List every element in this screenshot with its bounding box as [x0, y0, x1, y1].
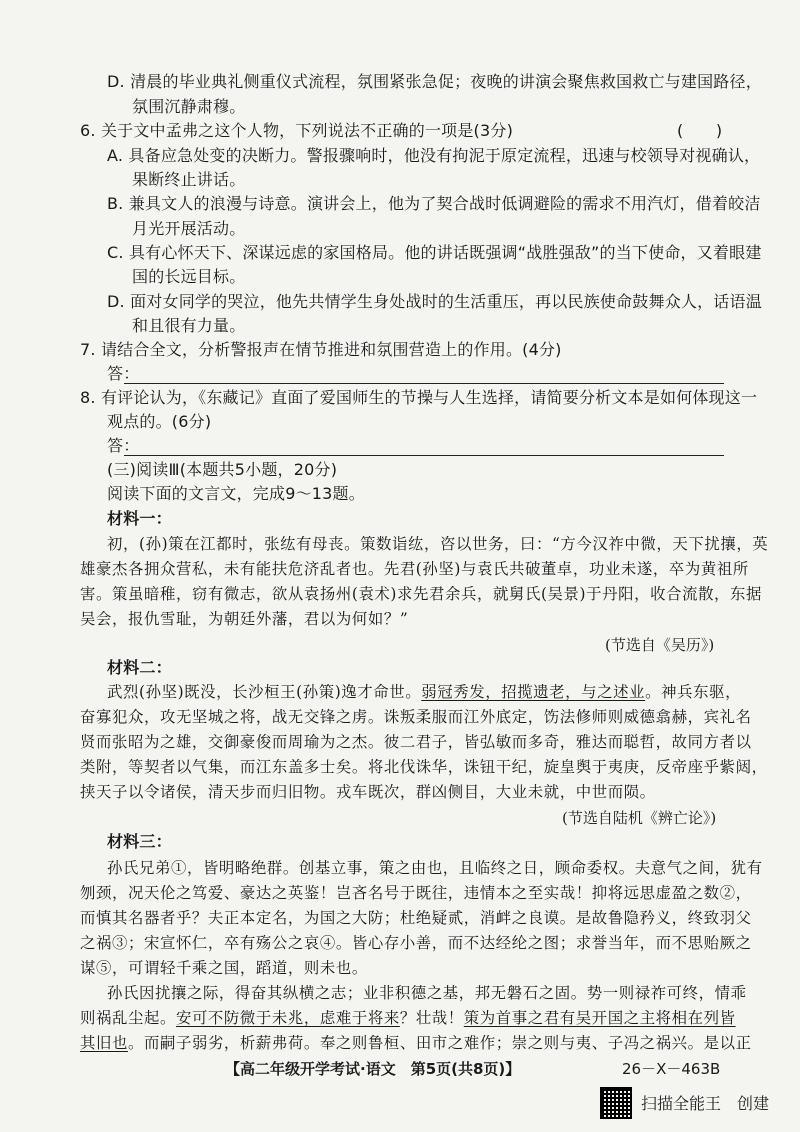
q6-option-c-line1: C. 具有心怀天下、深谋远虑的家国格局。他的讲话既强调“战胜强敌”的当下使命，又着眼建 [107, 243, 762, 262]
q7-answer-line[interactable] [124, 383, 724, 384]
material2-line3: 贤而张昭为之雄，交御豪俊而周瑜为之杰。彼二君子，皆弘敏而多奇，雅达而聪哲，故同方者以 [80, 733, 752, 751]
q7-answer-label: 答： [107, 364, 140, 383]
q6-option-c-line2: 国的长远目标。 [132, 267, 246, 286]
material2-source: (节选自陆机《辨亡论》) [562, 809, 717, 827]
q6-stem: 6. 关于文中孟弗之这个人物，下列说法不正确的一项是(3分) [80, 121, 514, 140]
material1-line3: 害。策虽暗稚，窃有微志，欲从袁扬州(袁术)求先君余兵，就舅氏(吴景)于丹阳，收合流散，东据 [80, 585, 763, 603]
material3-line7-text-b: ？壮哉！ [399, 1009, 464, 1027]
material3-line2: 刎颈，况天伦之笃爱、豪达之英鉴！岂吝名号于既往，违情本之至实哉！抑将远思虚盈之数②， [80, 884, 752, 902]
material3-line6: 孙氏因扰攘之际，得奋其纵横之志；业非积德之基，邦无磐石之固。势一则禄祚可终，情乖 [107, 984, 747, 1002]
q8-answer-label: 答： [107, 436, 140, 455]
scanner-watermark-text: 扫描全能王 创建 [641, 1094, 770, 1113]
q7-stem: 7. 请结合全文，分析警报声在情节推进和氛围营造上的作用。(4分) [80, 340, 562, 359]
q5-option-d-line1: D. 清晨的毕业典礼侧重仪式流程，氛围紧张急促；夜晚的讲演会聚焦救国救亡与建国路径， [107, 72, 762, 91]
material3-line8-text: 。而嗣子弱劣，析薪弗荷。奉之则鲁桓、田市之难作；崇之则与夷、子冯之祸兴。是以正 [127, 1034, 752, 1052]
material2-line1 [107, 682, 741, 702]
material3-line8-underlined: 其旧也 [80, 1034, 128, 1052]
material3-line5: 谋⑤，可谓轻千乘之国，蹈道，则未也。 [80, 959, 368, 977]
exam-code: 26－X－463B [622, 1060, 721, 1078]
material2-label: 材料二： [107, 658, 172, 677]
q8-stem-line1: 8. 有评论认为，《东藏记》直面了爱国师生的节操与人生选择，请简要分析文本是如何体现这一 [80, 388, 758, 407]
q6-option-a-line2: 果断终止讲话。 [132, 170, 246, 189]
material2-line1-text-b: 。神兵东驱， [645, 683, 742, 701]
material2-line4: 类附，等契者以气集，而江东盖多士矣。将北伐诛华，诛钮干纪，旋皇舆于夷庚，反帝座乎紫闼， [80, 758, 768, 776]
material3-line4: 之祸③；宋宣怀仁，卒有殇公之哀④。皆心存小善，而不达经纶之图；求誉当年，而不思贻厥之 [80, 934, 752, 952]
q6-option-a-line1: A. 具备应急处变的决断力。警报骤响时，他没有拘泥于原定流程，迅速与校领导对视确认， [107, 146, 761, 165]
qr-code-icon [600, 1087, 632, 1119]
q5-option-d-line2: 氛围沉静肃穆。 [132, 97, 246, 116]
material2-line5: 挟天子以令诸侯，清天步而归旧物。戎车既次，群凶侧目，大业未就，中世而陨。 [80, 783, 656, 801]
q6-option-b-line1: B. 兼具文人的浪漫与诗意。演讲会上，他为了契合战时低调避险的需求不用汽灯，借着皎洁 [107, 194, 761, 213]
q6-option-d-line2: 和且很有力量。 [132, 316, 246, 335]
q8-stem-line2: 观点的。(6分) [107, 412, 212, 431]
q6-answer-bracket: ( ) [677, 121, 723, 140]
material2-line1-underlined: 弱冠秀发，招揽遗老，与之述业 [421, 683, 646, 701]
section3-instruction: 阅读下面的文言文，完成9～13题。 [107, 484, 365, 503]
q8-answer-line[interactable] [124, 455, 724, 456]
material3-line7-text-a: 则祸乱尘起。 [80, 1009, 176, 1027]
q6-option-b-line2: 月光开展活动。 [132, 219, 246, 238]
material3-label: 材料三： [107, 832, 172, 851]
material1-line2: 雄豪杰各拥众营私，未有能扶危济乱者也。先君(孙坚)与袁氏共破董卓，功业未遂，卒为黄祖所 [80, 560, 749, 578]
material3-line7-underlined-2: 策为首事之君有吴开国之主将相在列皆 [463, 1009, 736, 1027]
material1-line4: 吴会，报仇雪耻，为朝廷外藩，君以为何如？” [80, 610, 409, 628]
material2-line1-text-a: 武烈(孙坚)既没，长沙桓王(孙策)逸才命世。 [107, 683, 422, 701]
material2-line2: 奋寡犯众，攻无坚城之将，战无交锋之虏。诛叛柔服而江外底定，饬法修师则威德翕赫，宾礼名 [80, 708, 752, 726]
material1-source: (节选自《吴历》) [605, 636, 715, 654]
material3-line1: 孙氏兄弟①，皆明略绝群。创基立事，策之由也，且临终之日，顾命委权。夫意气之间，犹有 [107, 859, 763, 877]
material1-line1: 初，(孙)策在江都时，张纮有母丧。策数诣纮，咨以世务，曰：“方今汉祚中微，天下扰攘，英 [107, 535, 769, 553]
material3-line7-underlined-1: 安可不防微于未兆，虑难于将来 [175, 1009, 400, 1027]
material3-line8 [80, 1033, 752, 1053]
material1-label: 材料一： [107, 509, 172, 528]
material3-line3: 而慎其名器者乎？夫正本定名，为国之大防；杜绝疑贰，消衅之良谟。是故鲁隐矜义，终致羽父 [80, 909, 752, 927]
material3-line7 [80, 1008, 736, 1028]
section3-title: (三)阅读Ⅲ(本题共5小题，20分) [107, 460, 338, 479]
page-footer-label: 【高二年级开学考试·语文 第5页(共8页)】 [225, 1060, 521, 1078]
q6-option-d-line1: D. 面对女同学的哭泣，他先共情学生身处战时的生活重压，再以民族使命鼓舞众人，话语温 [107, 292, 762, 311]
